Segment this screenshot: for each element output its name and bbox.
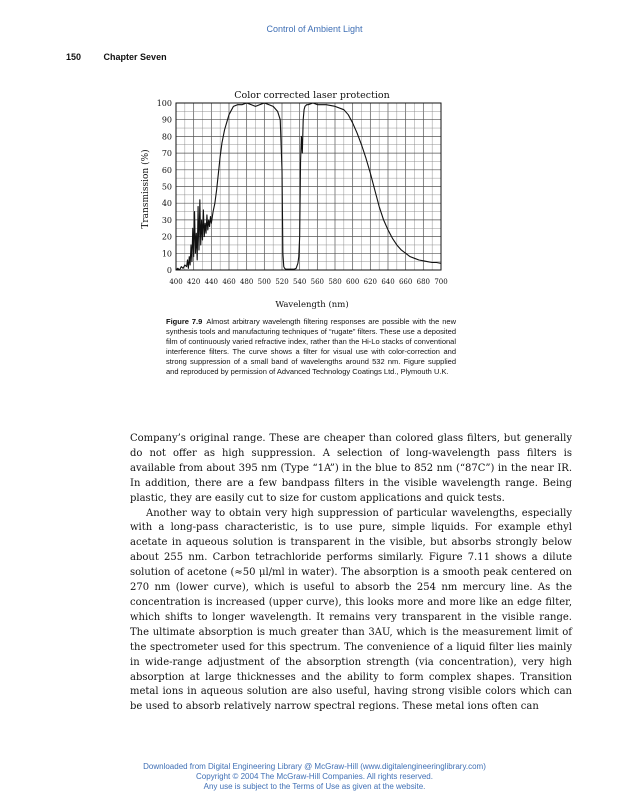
x-tick-label: 600	[345, 278, 360, 286]
y-tick-label: 30	[161, 215, 172, 225]
y-tick-label: 100	[156, 99, 172, 108]
y-tick-label: 70	[161, 149, 172, 159]
paragraph-1: Company’s original range. These are cheaper than colored glass filters, but generally do not offer as high suppression. A selection of long-wavelength pass filters is available from about 395 nm (Type “1A”) in the blue to 852 nm (“87C”) in the near IR. In addition, there are a few bandpass filters in the visible wavelength range. Being plastic, they are easily cut to size for custom applications and quick tests.	[130, 433, 572, 504]
x-tick-label: 700	[434, 278, 448, 286]
x-tick-label: 460	[222, 278, 236, 286]
page-header	[66, 52, 167, 62]
body-text	[130, 432, 572, 715]
x-tick-label: 500	[257, 278, 272, 286]
footer-line-2: Copyright © 2004 The McGraw-Hill Companies. All rights reserved.	[196, 772, 433, 781]
x-tick-label: 400	[169, 278, 183, 286]
page-number: 150	[66, 52, 82, 62]
x-tick-label: 660	[398, 278, 413, 286]
running-head: Control of Ambient Light	[266, 24, 363, 34]
figure-label: Figure 7.9	[166, 317, 203, 326]
x-tick-label: 440	[204, 278, 219, 286]
y-tick-label: 20	[161, 232, 172, 242]
y-tick-label: 10	[161, 249, 172, 259]
x-tick-label: 420	[186, 278, 201, 286]
x-tick-label: 520	[275, 278, 289, 286]
figure-caption-text: Almost arbitrary wavelength filtering responses are possible with the new synthesis tools and manufacturing techniques of “rugate” filters. These use a deposited film of continuously varied refractive index, rather than the Hi-Lo stacks of conventional interference filters. The curve shows a filter for visual use with color-correction and strong suppression of a small band of wavelengths around 532 nm. Figure supplied and reproduced by permission of Advanced Technology Coatings Ltd., Plymouth U.K.	[166, 317, 456, 376]
chapter-title: Chapter Seven	[103, 52, 167, 62]
footer-line-3: Any use is subject to the Terms of Use as given at the website.	[203, 782, 426, 791]
x-axis-label: Wavelength (nm)	[275, 300, 349, 310]
x-tick-label: 540	[292, 278, 307, 286]
paragraph-2: Another way to obtain very high suppression of particular wavelengths, especially with a long-pass characteristic, is to use pure, simple liquids. For example ethyl acetate in aqueous solution is transparent in the visible, but absorbs strongly below about 255 nm. Carbon tetrachloride performs similarly. Figure 7.11 shows a dilute solution of acetone (≈50 μl/ml in water). The absorption is a smooth peak centered on 270 nm (lower curve), which is useful to absorb the 254 nm mercury line. As the concentration is increased (upper curve), this looks more and more like an edge filter, which shifts to longer wavelength. It remains very transparent in the visible range. The ultimate absorption is much greater than 3AU, which is the measurement limit of the spectrometer used for this spectrum. The convenience of a liquid filter lies mainly in wide-range adjustment of the absorption strength (via concentration), very high absorption at large thicknesses and the ability to form complex shapes. Transition metal ions in aqueous solution are also useful, having strong visible colors which can be used to absorb relatively narrow spectral regions. These metal ions often can	[130, 507, 572, 713]
y-axis-label: Transmission (%)	[141, 149, 151, 229]
x-tick-label: 580	[328, 278, 342, 286]
y-tick-label: 90	[161, 115, 172, 125]
y-tick-label: 0	[166, 266, 172, 275]
y-tick-label: 80	[161, 132, 172, 142]
footer-line-1: Downloaded from Digital Engineering Library @ McGraw-Hill (www.digitalengineeringlibrary.com)	[143, 762, 486, 771]
transmission-chart	[128, 86, 458, 311]
x-tick-label: 620	[363, 278, 378, 286]
y-tick-label: 60	[161, 165, 172, 175]
x-tick-label: 680	[416, 278, 431, 286]
x-tick-label: 560	[310, 278, 325, 286]
footer	[0, 762, 629, 792]
y-tick-label: 40	[161, 199, 172, 209]
y-tick-label: 50	[161, 182, 172, 192]
chart-ticks	[157, 99, 448, 286]
chart-grid	[176, 103, 441, 270]
figure-caption	[166, 317, 456, 377]
x-tick-label: 640	[381, 278, 395, 286]
x-tick-label: 480	[239, 278, 254, 286]
chart-title: Color corrected laser protection	[234, 90, 390, 101]
